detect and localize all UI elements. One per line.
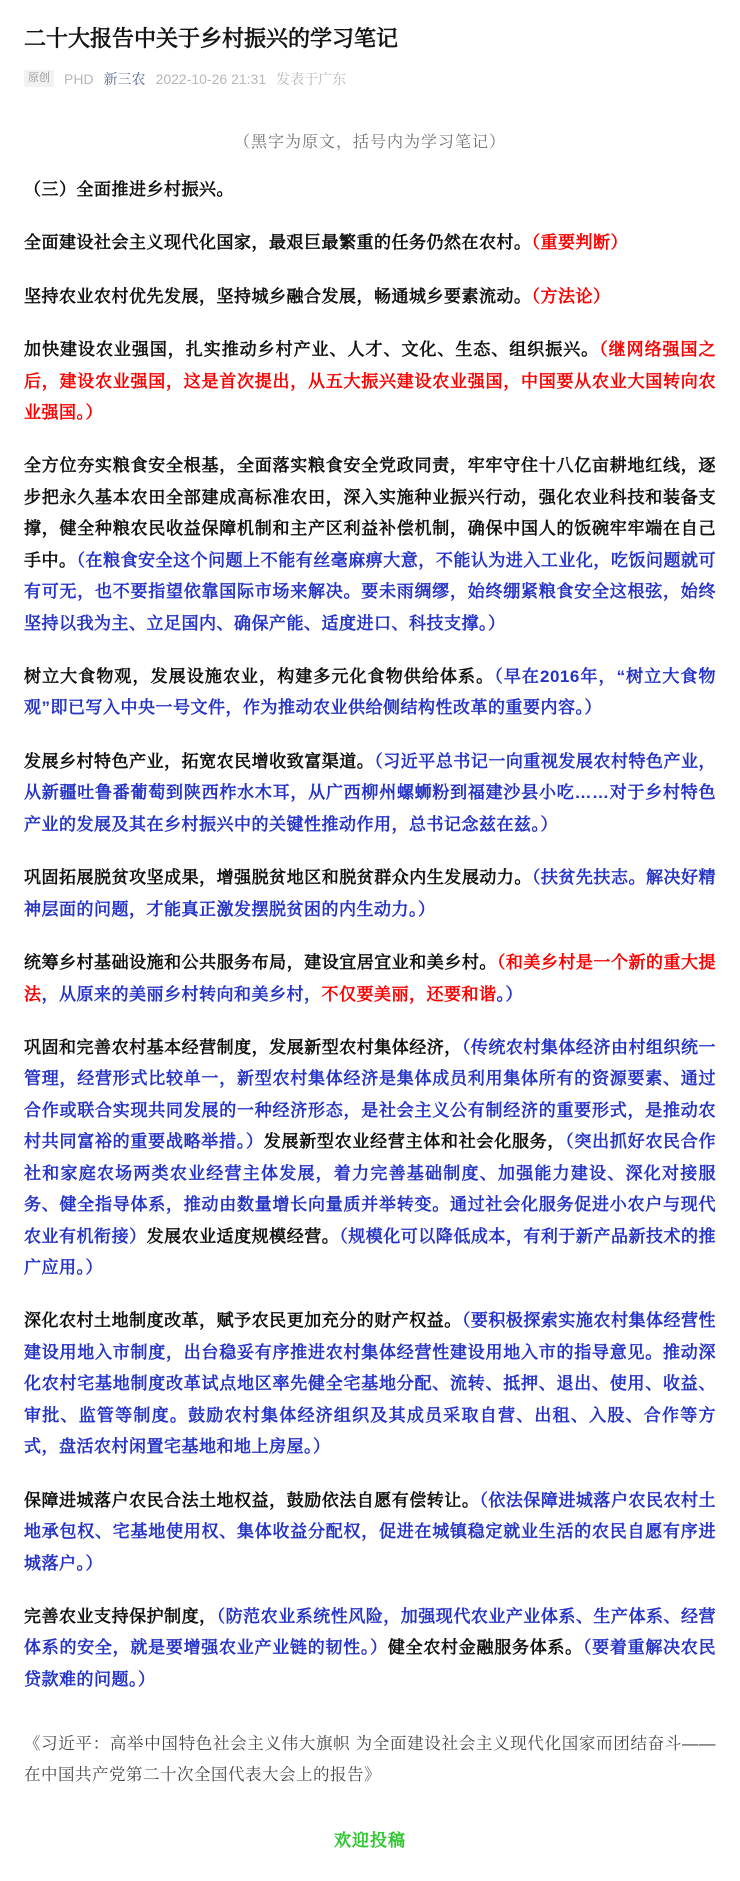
paragraph: [24, 334, 716, 428]
publish-location: 发表于广东: [276, 70, 347, 87]
text-segment-black: 全面建设社会主义现代化国家，最艰巨最繁重的任务仍然在农村。: [24, 233, 532, 253]
article-meta: [24, 69, 716, 89]
text-segment-blue: （规模化可以降低成本，有利于新产品新技术的推广应用。）: [24, 1226, 717, 1278]
text-segment-black: 深化农村土地制度改革，赋予农民更加充分的财产权益。: [24, 1311, 462, 1331]
account-link[interactable]: 新三农: [103, 70, 146, 87]
text-segment-blue: （扶贫先扶志。解决好精神层面的问题，才能真正激发摆脱贫困的内生动力。）: [24, 868, 717, 919]
text-segment-black: 巩固拓展脱贫攻坚成果，增强脱贫地区和脱贫群众内生发展动力。: [24, 868, 532, 888]
text-segment-red: 不仅要美丽，还要和谐: [321, 984, 497, 1004]
text-segment-black: 统筹乡村基础设施和公共服务布局，建设宜居宜业和美乡村。: [24, 953, 497, 973]
text-segment-black: 发展农业适度规模经营。: [146, 1226, 340, 1246]
text-segment-red: （和美乡村是一个新的重大提法: [24, 953, 717, 1004]
text-segment-blue: 。）: [496, 984, 523, 1004]
text-segment-red: （继网络强国之后，建设农业强国，这是首次提出，从五大振兴建设农业强国，中国要从农业大国转向农业强国。）: [24, 340, 716, 422]
footer: [24, 1826, 716, 1851]
text-segment-black: 巩固和完善农村基本经营制度，发展新型农村集体经济，: [24, 1037, 462, 1057]
submission-link[interactable]: 欢迎投稿: [334, 1831, 406, 1851]
legend-note: （黑字为原文，括号内为学习笔记）: [233, 133, 506, 151]
text-segment-black: 树立大食物观，发展设施农业，构建多元化食物供给体系。: [24, 667, 495, 687]
paragraph: [24, 661, 716, 724]
text-segment-blue: （突出抓好农民合作社和家庭农场两类农业经营主体发展，着力完善基础制度、加强能力建设、深化对接服务、健全指导体系，推动由数量增长向量质并举转变。通过社会化服务促进小农户与现代农业有机衔接）: [24, 1132, 717, 1246]
text-segment-red: （方法论）: [531, 286, 611, 306]
publish-datetime: 2022-10-26 21:31: [155, 70, 267, 87]
original-badge: 原创: [24, 70, 54, 87]
text-segment-blue: （传统农村集体经济由村组织统一管理，经营形式比较单一，新型农村集体经济是集体成员利用集体所有的资源要素、通过合作或联合实现共同发展的一种经济形态，是社会主义公有制经济的重要形式，是推动农村共同富裕的重要战略举措。）: [24, 1037, 717, 1152]
text-segment-blue: （习近平总书记一向重视发展农村特色产业，从新疆吐鲁番葡萄到陕西柞水木耳，从广西柳州螺蛳粉到福建沙县小吃……对于乡村特色产业的发展及其在乡村振兴中的关键性推动作用，总书记念兹在兹。）: [24, 751, 717, 834]
paragraph: [24, 450, 716, 639]
text-segment-blue: （要着重解决农民贷款难的问题。）: [24, 1638, 717, 1689]
text-segment-black: 全方位夯实粮食安全根基，全面落实粮食安全党政同责，牢牢守住十八亿亩耕地红线，逐步把永久基本农田全部建成高标准农田，深入实施种业振兴行动，强化农业科技和装备支撑，健全种粮农民收益保障机制和主产区利益补偿机制，确保中国人的饭碗牢牢端在自己手中。: [24, 456, 716, 570]
paragraph: [24, 1485, 716, 1579]
paragraph: [24, 227, 716, 258]
text-segment-black: 坚持农业农村优先发展，坚持城乡融合发展，畅通城乡要素流动。: [24, 286, 532, 306]
paragraph: [24, 947, 716, 1010]
text-segment-blue: （防范农业系统性风险，加强现代农业产业体系、生产体系、经营体系的安全，就是要增强农业产业链的韧性。）: [24, 1606, 716, 1658]
paragraph: [24, 746, 716, 840]
article-body: [24, 174, 716, 1696]
text-segment-blue: （在粮食安全这个问题上不能有丝毫麻痹大意，不能认为进入工业化，吃饭问题就可有可无，也不要指望依靠国际市场来解决。要未雨绸缪，始终绷紧粮食安全这根弦，始终坚持以我为主、立足国内、确保产能、适度进口、科技支撑。）: [24, 550, 717, 633]
text-segment-black: 发展新型农业经营主体和社会化服务，: [263, 1132, 566, 1152]
paragraph: [24, 1032, 716, 1284]
paragraph: [24, 862, 716, 925]
text-segment-blue: ，从原来的美丽乡村转向和美乡村，: [41, 984, 322, 1004]
text-segment-black: 发展乡村特色产业，拓宽农民增收致富渠道。: [24, 751, 375, 771]
text-segment-blue: （要积极探索实施农村集体经营性建设用地入市制度，出台稳妥有序推进农村集体经营性建设用地入市的指导意见。推动深化农村宅基地制度改革试点地区率先健全宅基地分配、流转、抵押、退出、使用、收益、审批、监管等制度。鼓励农村集体经济组织及其成员采取自营、出租、入股、合作等方式，盘活农村闲置宅基地和地上房屋。）: [24, 1311, 717, 1457]
text-segment-red: （重要判断）: [531, 233, 628, 253]
source-reference: 《习近平：高举中国特色社会主义伟大旗帜 为全面建设社会主义现代化国家而团结奋斗——在中国共产党第二十次全国代表大会上的报告》: [24, 1735, 716, 1784]
text-segment-blue: （依法保障进城落户农民农村土地承包权、宅基地使用权、集体收益分配权，促进在城镇稳定就业生活的农民自愿有序进城落户。）: [24, 1490, 717, 1573]
text-segment-black: 保障进城落户农民合法土地权益，鼓励依法自愿有偿转让。: [24, 1490, 480, 1510]
text-segment-black: （三）全面推进乡村振兴。: [24, 179, 234, 199]
article-title: 二十大报告中关于乡村振兴的学习笔记: [24, 26, 399, 51]
text-segment-black: 加快建设农业强国，扎实推动乡村产业、人才、文化、生态、组织振兴。: [24, 340, 600, 360]
text-segment-black: 完善农业支持保护制度，: [24, 1606, 217, 1626]
author-name: PHD: [64, 70, 94, 87]
paragraph: [24, 1305, 716, 1462]
text-segment-black: 健全农村金融服务体系。: [387, 1638, 583, 1658]
paragraph: [24, 281, 716, 312]
paragraph: [24, 174, 716, 205]
text-segment-blue: （早在2016年，“树立大食物观”即已写入中央一号文件，作为推动农业供给侧结构性改革的重要内容。）: [24, 667, 716, 718]
paragraph: [24, 1601, 716, 1695]
